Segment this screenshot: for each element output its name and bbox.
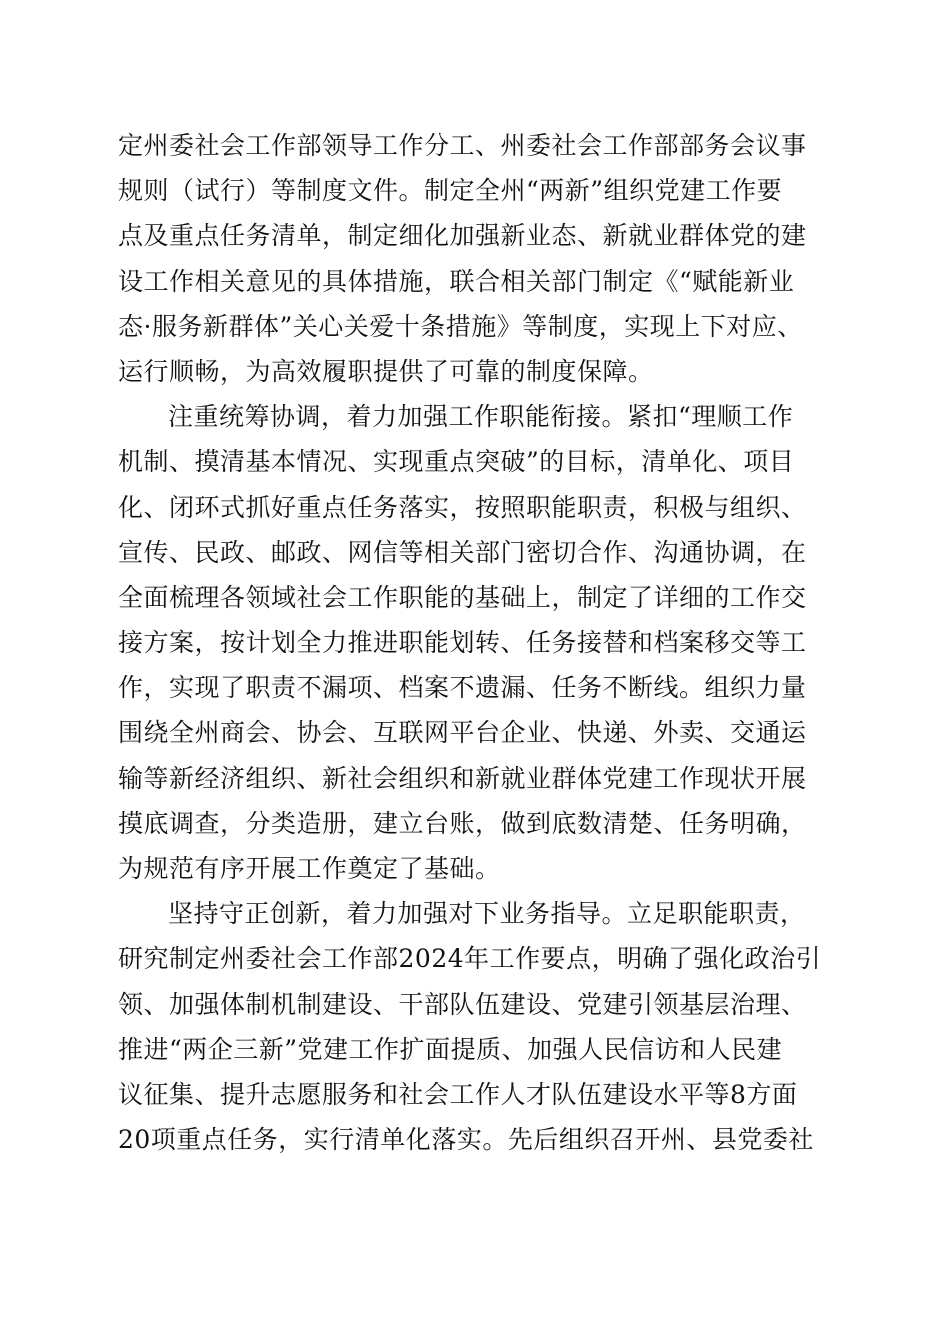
text-line: 作，实现了职责不漏项、档案不遗漏、任务不断线。组织力量 bbox=[118, 673, 807, 703]
text-line: 研究制定州委社会工作部2024年工作要点，明确了强化政治引 bbox=[118, 944, 822, 974]
text-line: 为规范有序开展工作奠定了基础。 bbox=[118, 854, 501, 883]
text-line: 接方案，按计划全力推进职能划转、任务接替和档案移交等工 bbox=[118, 628, 807, 658]
text-line: 围绕全州商会、协会、互联网平台企业、快递、外卖、交通运 bbox=[118, 718, 807, 748]
text-line: 20项重点任务，实行清单化落实。先后组织召开州、县党委社 bbox=[118, 1125, 814, 1155]
text-line: 摸底调查，分类造册，建立台账，做到底数清楚、任务明确， bbox=[118, 808, 807, 838]
text-line: 规则（试行）等制度文件。制定全州“两新”组织党建工作要 bbox=[118, 176, 783, 206]
text-line: 全面梳理各领域社会工作职能的基础上，制定了详细的工作交 bbox=[118, 582, 807, 612]
paragraph-first-line: 坚持守正创新，着力加强对下业务指导。立足职能职责， bbox=[168, 899, 806, 929]
text-line: 化、闭环式抓好重点任务落实，按照职能职责，积极与组织、 bbox=[118, 492, 807, 522]
text-line: 宣传、民政、邮政、网信等相关部门密切合作、沟通协调，在 bbox=[118, 537, 807, 567]
text-line: 机制、摸清基本情况、实现重点突破”的目标，清单化、项目 bbox=[118, 447, 795, 477]
text-line: 态·服务新群体”关心关爱十条措施》等制度，实现上下对应、 bbox=[118, 311, 803, 341]
text-line: 设工作相关意见的具体措施，联合相关部门制定《“赋能新业 bbox=[118, 266, 795, 296]
paragraph-first-line: 注重统筹协调，着力加强工作职能衔接。紧扣“理顺工作 bbox=[168, 402, 794, 432]
body-text bbox=[118, 123, 838, 1162]
text-line: 点及重点任务清单，制定细化加强新业态、新就业群体党的建 bbox=[118, 221, 807, 251]
text-line: 议征集、提升志愿服务和社会工作人才队伍建设水平等8方面 bbox=[118, 1079, 798, 1109]
text-line: 推进“两企三新”党建工作扩面提质、加强人民信访和人民建 bbox=[118, 1034, 783, 1064]
text-line: 输等新经济组织、新社会组织和新就业群体党建工作现状开展 bbox=[118, 763, 807, 793]
text-line: 定州委社会工作部领导工作分工、州委社会工作部部务会议事 bbox=[118, 131, 807, 160]
text-line: 领、加强体制机制建设、干部队伍建设、党建引领基层治理、 bbox=[118, 989, 807, 1019]
text-line: 运行顺畅，为高效履职提供了可靠的制度保障。 bbox=[118, 356, 654, 386]
